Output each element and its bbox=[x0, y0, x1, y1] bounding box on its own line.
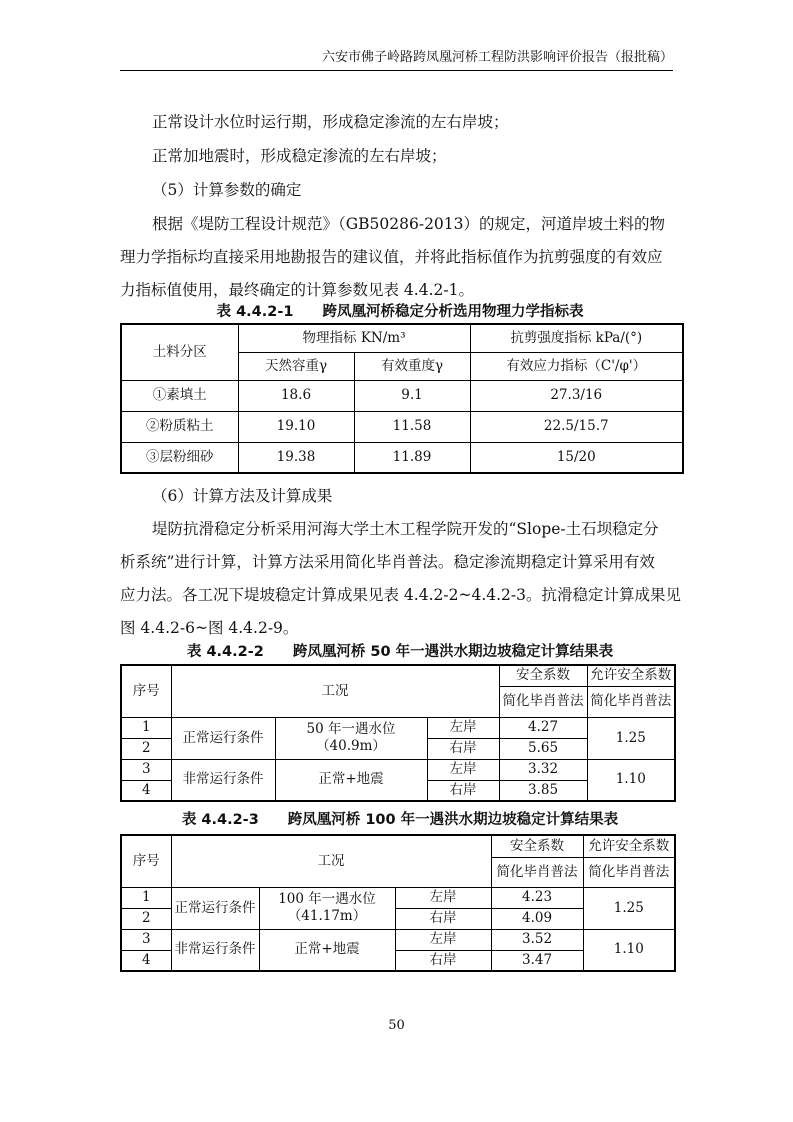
cell: 11.89 bbox=[354, 442, 470, 473]
flood-elevation: （40.9m） bbox=[316, 738, 386, 754]
cell: 2 bbox=[121, 738, 171, 759]
section-heading: （5）计算参数的确定 bbox=[152, 181, 302, 199]
body-line: 力指标值使用，最终确定的计算参数见表 4.4.2-1。 bbox=[120, 281, 474, 299]
cell: 5.65 bbox=[499, 738, 587, 759]
cell: 非常运行条件 bbox=[171, 759, 275, 801]
cell: 1.25 bbox=[583, 887, 675, 929]
body-line: 图 4.4.2-6~图 4.4.2-9。 bbox=[120, 619, 299, 637]
table-row bbox=[121, 717, 675, 738]
cell: 19.10 bbox=[238, 411, 354, 442]
cell: 11.58 bbox=[354, 411, 470, 442]
cell bbox=[259, 887, 395, 929]
cell: 左岸 bbox=[427, 759, 499, 780]
cell: 1 bbox=[121, 717, 171, 738]
cell: 3.47 bbox=[491, 950, 583, 971]
stability-100yr-table bbox=[120, 834, 676, 972]
header-cell: 抗剪强度指标 kPa/(°) bbox=[470, 324, 683, 352]
cell: 非常运行条件 bbox=[171, 929, 259, 971]
cell: 27.3/16 bbox=[470, 380, 683, 411]
cell: 左岸 bbox=[395, 887, 491, 908]
header-cell: 简化毕肖普法 bbox=[583, 857, 675, 887]
cell: 正常运行条件 bbox=[171, 717, 275, 759]
running-header: 六安市佛子岭路跨凤凰河桥工程防洪影响评价报告（报批稿） bbox=[120, 48, 673, 71]
body-line: 理力学指标均直接采用地勘报告的建议值，并将此指标值作为抗剪强度的有效应 bbox=[120, 248, 663, 266]
header-cell: 序号 bbox=[121, 835, 171, 887]
body-line: 正常加地震时，形成稳定渗流的左右岸坡； bbox=[152, 147, 447, 165]
cell: 左岸 bbox=[395, 929, 491, 950]
header-cell: 土料分区 bbox=[121, 324, 238, 380]
cell: 4.23 bbox=[491, 887, 583, 908]
cell: 正常+地震 bbox=[259, 929, 395, 971]
header-cell: 安全系数 bbox=[499, 665, 587, 686]
cell: 右岸 bbox=[427, 780, 499, 801]
flood-elevation: （41.17m） bbox=[287, 908, 367, 924]
cell: 4.27 bbox=[499, 717, 587, 738]
header-cell: 安全系数 bbox=[491, 835, 583, 857]
header-cell: 简化毕肖普法 bbox=[491, 857, 583, 887]
cell: 1.10 bbox=[583, 929, 675, 971]
header-cell: 允许安全系数 bbox=[583, 835, 675, 857]
cell: 1.25 bbox=[587, 717, 675, 759]
cell: 右岸 bbox=[395, 950, 491, 971]
cell: 左岸 bbox=[427, 717, 499, 738]
section-heading: （6）计算方法及计算成果 bbox=[152, 487, 333, 505]
cell: 1.10 bbox=[587, 759, 675, 801]
table-row bbox=[121, 929, 675, 950]
table-row bbox=[121, 380, 683, 411]
header-cell: 有效应力指标（C'/φ'） bbox=[470, 352, 683, 380]
header-cell: 天然容重γ bbox=[238, 352, 354, 380]
cell: 3.85 bbox=[499, 780, 587, 801]
cell: ③层粉细砂 bbox=[121, 442, 238, 473]
cell bbox=[275, 717, 427, 759]
cell: 3 bbox=[121, 759, 171, 780]
body-line: 析系统”进行计算，计算方法采用简化毕肖普法。稳定渗流期稳定计算采用有效 bbox=[120, 553, 655, 571]
body-line: 根据《堤防工程设计规范》（GB50286-2013）的规定，河道岸坡土料的物 bbox=[152, 215, 666, 233]
cell: 正常+地震 bbox=[275, 759, 427, 801]
cell: 1 bbox=[121, 887, 171, 908]
page-number: 50 bbox=[388, 1018, 405, 1033]
cell: 15/20 bbox=[470, 442, 683, 473]
cell: 3.52 bbox=[491, 929, 583, 950]
table-caption: 表 4.4.2-3 跨凤凰河桥 100 年一遇洪水期边坡稳定计算结果表 bbox=[181, 812, 619, 828]
cell: 19.38 bbox=[238, 442, 354, 473]
header-cell: 允许安全系数 bbox=[587, 665, 675, 686]
stability-50yr-table bbox=[120, 664, 676, 802]
cell: ①素填土 bbox=[121, 380, 238, 411]
header-cell: 工况 bbox=[171, 665, 499, 717]
header-cell: 简化毕肖普法 bbox=[587, 686, 675, 717]
table-caption: 表 4.4.2-1 跨凤凰河桥稳定分析选用物理力学指标表 bbox=[216, 304, 584, 320]
cell: 2 bbox=[121, 908, 171, 929]
table-row bbox=[121, 887, 675, 908]
table-row bbox=[121, 442, 683, 473]
flood-level: 50 年一遇水位 bbox=[306, 721, 396, 737]
cell: 18.6 bbox=[238, 380, 354, 411]
cell: 4 bbox=[121, 950, 171, 971]
table-row bbox=[121, 759, 675, 780]
header-cell: 物理指标 KN/m³ bbox=[238, 324, 470, 352]
cell: 3.32 bbox=[499, 759, 587, 780]
header-cell: 简化毕肖普法 bbox=[499, 686, 587, 717]
body-line: 正常设计水位时运行期，形成稳定渗流的左右岸坡； bbox=[152, 113, 509, 131]
cell: 4 bbox=[121, 780, 171, 801]
physical-index-table bbox=[120, 323, 684, 474]
body-line: 堤防抗滑稳定分析采用河海大学土木工程学院开发的“Slope-土石坝稳定分 bbox=[152, 520, 659, 538]
cell: 22.5/15.7 bbox=[470, 411, 683, 442]
cell: ②粉质粘土 bbox=[121, 411, 238, 442]
table-caption: 表 4.4.2-2 跨凤凰河桥 50 年一遇洪水期边坡稳定计算结果表 bbox=[186, 644, 614, 660]
cell: 3 bbox=[121, 929, 171, 950]
header-cell: 序号 bbox=[121, 665, 171, 717]
cell: 9.1 bbox=[354, 380, 470, 411]
cell: 右岸 bbox=[427, 738, 499, 759]
cell: 4.09 bbox=[491, 908, 583, 929]
flood-level: 100 年一遇水位 bbox=[278, 891, 376, 907]
table-row bbox=[121, 411, 683, 442]
cell: 正常运行条件 bbox=[171, 887, 259, 929]
header-cell: 有效重度γ bbox=[354, 352, 470, 380]
cell: 右岸 bbox=[395, 908, 491, 929]
body-line: 应力法。各工况下堤坡稳定计算成果见表 4.4.2-2~4.4.2-3。抗滑稳定计算成果见 bbox=[120, 586, 681, 604]
header-cell: 工况 bbox=[171, 835, 491, 887]
